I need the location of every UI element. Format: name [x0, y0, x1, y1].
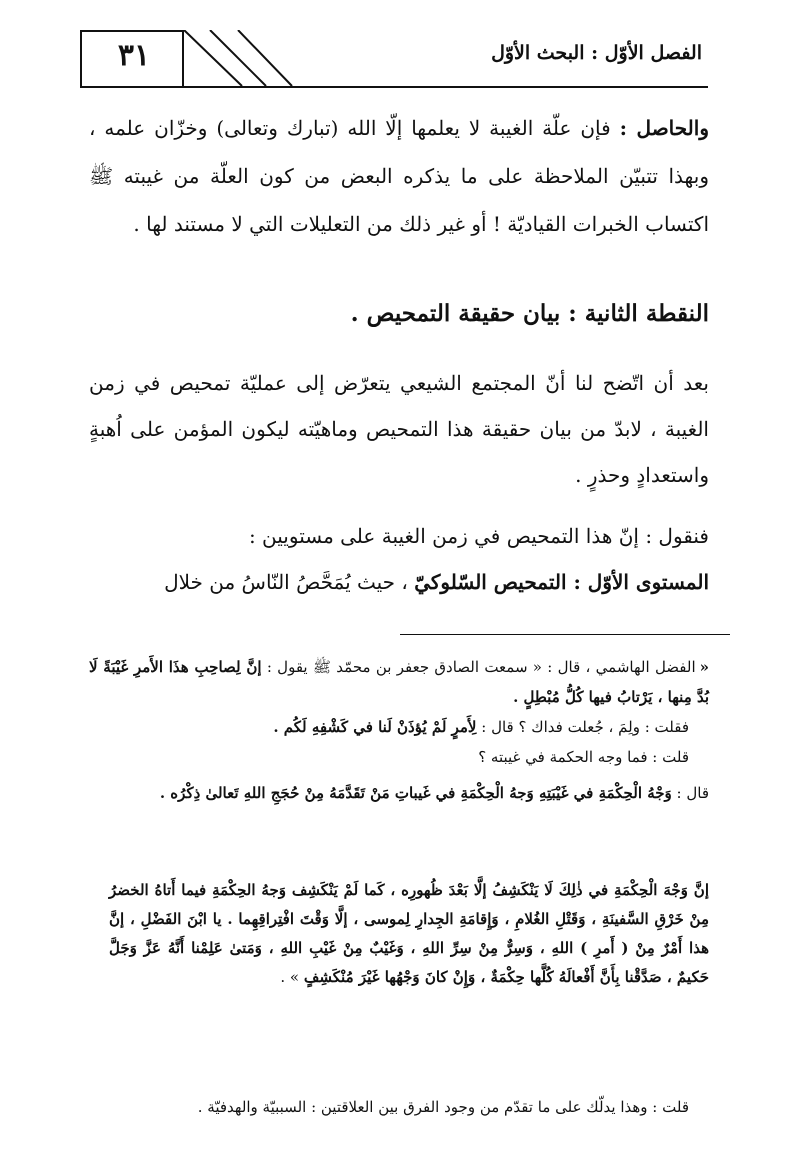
paragraph-tamhis-intro: بعد أن اتّضح لنا أنّ المجتمع الشيعي يتعرّض إلى عمليّة تمحيص في زمن الغيبة ، لابدّ من بيان حقيقة هذا التمحيص وماهيّته ليكون المؤمن على اُهبةٍ واستعدادٍ وحذرٍ .	[89, 371, 709, 487]
paragraph-text: فإن علّة الغيبة لا يعلمها إلّا الله (تبارك وتعالى) وخزّان علمه ، وبهذا تتبيّن الملاحظة على ما يذكره البعض من كون العلّة من غيبته ﷺ اكتساب الخبرات القياديّة ! أو غير ذلك من التعليلات التي لا مستند لها .	[89, 116, 709, 236]
running-header	[80, 30, 708, 88]
footnote-line-5	[109, 876, 709, 992]
section-heading: النقطة الثانية : بيان حقيقة التمحيص .	[350, 300, 709, 327]
paragraph-first-level	[89, 558, 709, 606]
footnote-quote: إنَّ لِصاحِبِ هذَا الأَمرِ غَيْبَةً لَا بُدَّ مِنها ، يَرْتابُ فيها كُلُّ مُبْطِلٍ .	[89, 658, 709, 706]
header-title: الفصل الأوّل : البحث الأوّل	[491, 42, 702, 64]
footnote-quote: وَجْهُ الْحِكْمَةِ في غَيْبَتِهِ وَجهُ الْحِكْمَةِ في غَيباتِ مَنْ تَقَدَّمَهُ مِنْ حُجَجِ اللهِ تَعالىٰ ذِكْرُه .	[159, 784, 672, 802]
footnote-line-2	[89, 712, 689, 742]
page-number-box	[80, 30, 184, 86]
footnote-line-4	[109, 778, 709, 808]
footnote-line-6: قلت : وهذا يدلّك على ما تقدّم من وجود الفرق بين العلاقتين : السببيّة والهدفيّة .	[197, 1098, 689, 1116]
paragraph-levels: فنقول : إنّ هذا التمحيص في زمن الغيبة على مستويين :	[248, 524, 709, 548]
footnote-quote: لِأَمرٍ لَمْ يُؤذَنْ لَنا في كَشْفِهِ لَكُم .	[273, 718, 477, 736]
footnote-text: » .	[280, 968, 304, 986]
footnote-mark: «	[699, 658, 710, 676]
paragraph-conclusion	[89, 104, 709, 248]
footnote-separator	[400, 634, 730, 635]
footnote-quote: إنَّ وَجْهَ الْحِكْمَةِ في ذٰلِكَ لَا يَنْكَشِفُ إلَّا بَعْدَ ظُهورِه ، كَما لَمْ يَنْكَشِف وَجهُ الحِكْمَةِ فيما أَتاهُ الخضرُ مِنْ خَرْقِ السَّفينَةِ ، وَقَتْلِ الغُلامِ ، وَإِقامَةِ الجِدارِ لِموسى ، إلَّا وَقْتَ افْتِراقِهِما . يا ابْنَ الفَضْلِ ، إنَّ هذا أَمْرٌ مِنْ ( أَمرِ ) اللهِ ، وَسِرٌّ مِنْ سِرِّ اللهِ ، وَغَيْبٌ مِنْ غَيْبِ اللهِ ، وَمَتىٰ عَلِمْنا أَنَّهُ عَزَّ وَجَلَّ حَكيمٌ ، صَدَّقْنا بِأَنَّ أَفْعالَهُ كُلَّها حِكْمَةٌ ، وَإِنْ كانَ وَجْهُها غَيْرَ مُنْكَشِفٍ	[109, 881, 709, 986]
footnote-text: قال :	[671, 784, 709, 802]
paragraph-lead: المستوى الأوّل : التمحيص السّلوكيّ	[414, 570, 709, 594]
footnote-line-1	[89, 652, 709, 712]
header-rule	[80, 86, 708, 88]
header-ornament-icon	[180, 30, 330, 88]
paragraph-text: ، حيث يُمَحَّصُ النّاسُ من خلال	[164, 570, 415, 594]
paragraph-lead: والحاصل :	[619, 116, 709, 140]
footnote-text: الفضل الهاشمي ، قال : « سمعت الصادق جعفر بن محمّد ﷺ يقول :	[261, 658, 696, 676]
footnote-line-3: قلت : فما وجه الحكمة في غيبته ؟	[478, 748, 689, 766]
footnote-text: فقلت : ولِمَ ، جُعلت فداك ؟ قال :	[476, 718, 689, 736]
page-number: ٣١	[117, 38, 151, 73]
